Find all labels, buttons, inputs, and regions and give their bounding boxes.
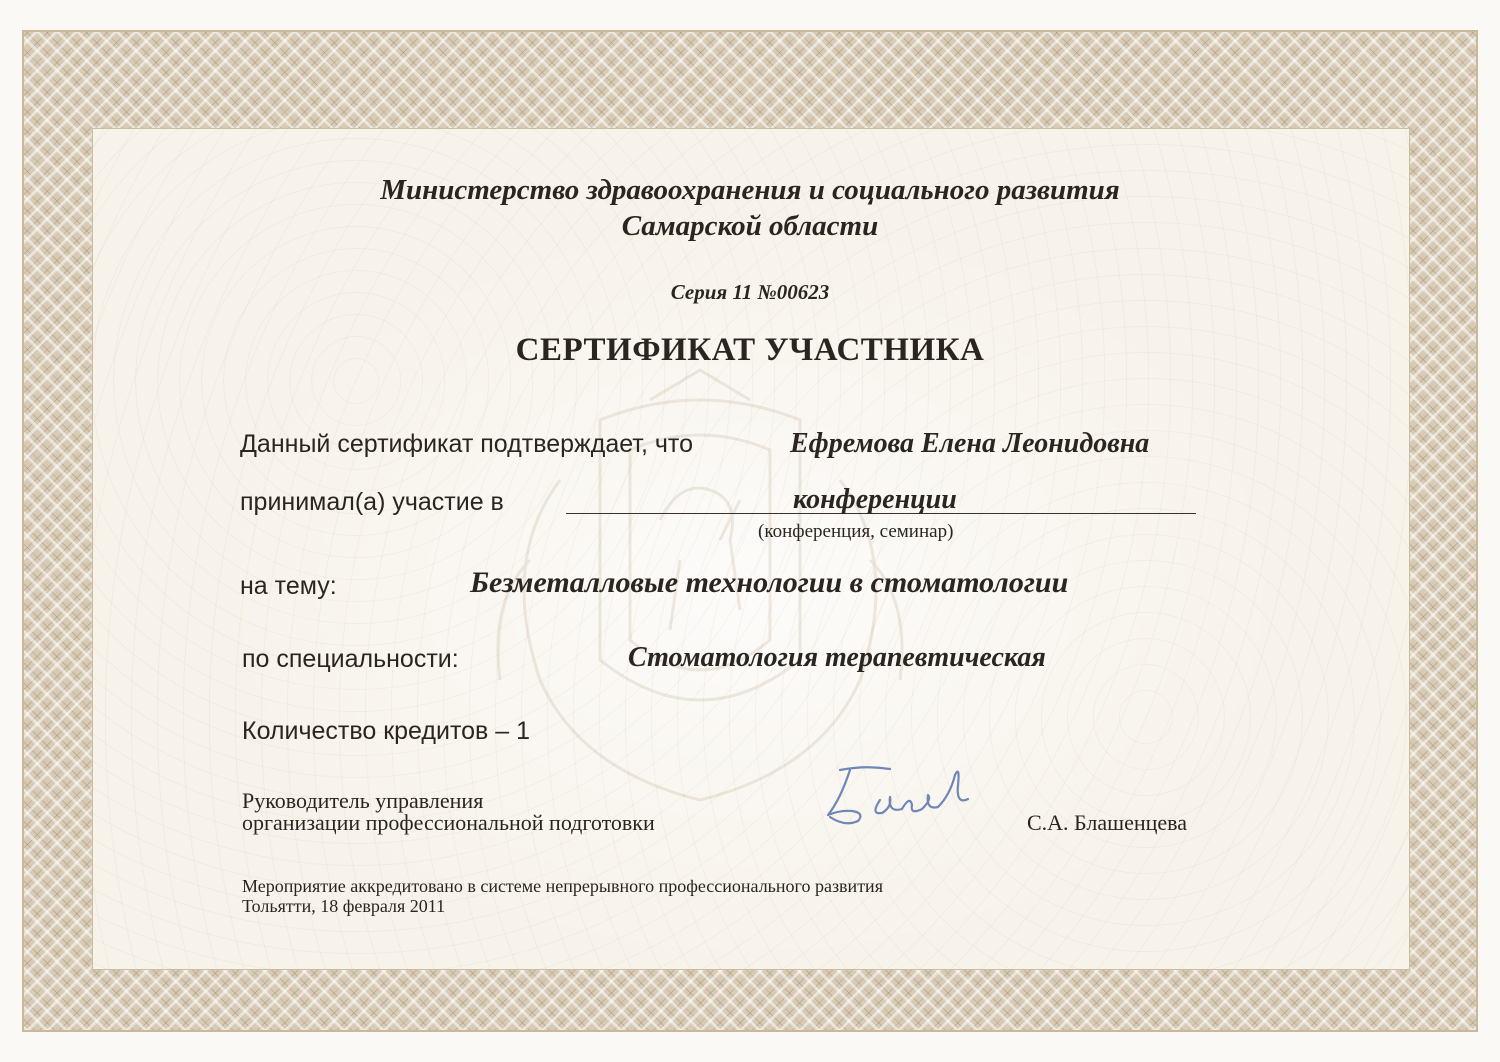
signatory-position-line-1: Руководитель управления [242,788,484,813]
series-number: Серия 11 №00623 [670,280,830,304]
participant-name: Ефремова Елена Леонидовна [790,428,1150,459]
ministry-line-2: Самарской области [621,210,879,242]
specialty: Стоматология терапевтическая [628,642,1046,673]
topic-label: на тему: [240,572,337,600]
credits: Количество кредитов – 1 [242,717,531,745]
participated-label: принимал(а) участие в [240,488,504,516]
event-type-hint: (конференция, семинар) [758,521,954,542]
signatory-name: С.А. Блашенцева [1027,810,1188,835]
place-date: Тольятти, 18 февраля 2011 [242,896,446,916]
confirms-label: Данный сертификат подтверждает, что [240,430,693,458]
certificate-title: СЕРТИФИКАТ УЧАСТНИКА [515,332,985,368]
handwritten-signature [810,755,1010,845]
event-type: конференции [793,484,957,515]
ministry-heading [0,172,1500,244]
topic: Безметалловые технологии в стоматологии [470,566,1069,599]
specialty-label: по специальности: [242,645,459,673]
signatory-position-line-2: организации профессиональной подготовки [242,810,655,835]
ministry-line-1: Министерство здравоохранения и социального развития [380,174,1120,206]
accreditation-note: Мероприятие аккредитовано в системе непрерывного профессионального развития [242,876,883,896]
